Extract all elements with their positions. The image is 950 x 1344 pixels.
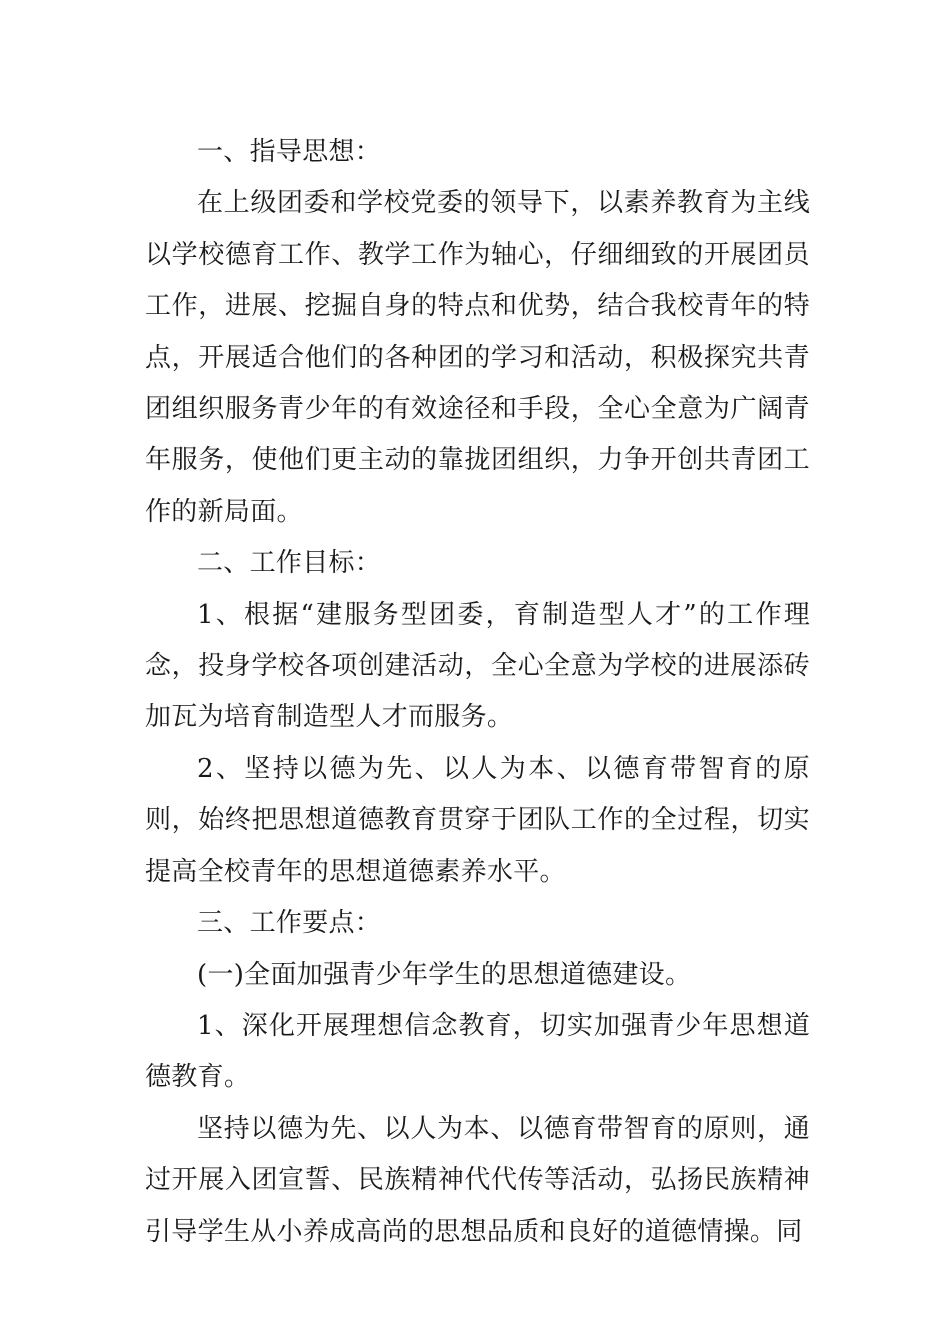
- subsection-heading-moral-construction: (一)全面加强青少年学生的思想道德建设。: [197, 959, 692, 990]
- section-heading-work-points: 三、工作要点：: [197, 908, 382, 939]
- document-body: [145, 127, 810, 1258]
- paragraph-goal-1: 1、根据“建服务型团委，育制造型人才”的工作理念，投身学校各项创建活动，全心全意为学校的进展添砖加瓦为培育制造型人才而服务。: [145, 599, 810, 733]
- section-heading-guiding-ideology: 一、指导思想：: [197, 137, 382, 167]
- paragraph-guiding-ideology: 在上级团委和学校党委的领导下，以素养教育为主线以学校德育工作、教学工作为轴心，仔细细致的开展团员工作，进展、挖掘自身的特点和优势，结合我校青年的特点，开展适合他们的各种团的学习和活动，积极探究共青团组织服务青少年的有效途径和手段，全心全意为广阔青年服务，使他们更主动的靠拢团组织，力争开创共青团工作的新局面。: [145, 188, 810, 527]
- paragraph-point-1-detail: 坚持以德为先、以人为本、以德育带智育的原则，通过开展入团宣誓、民族精神代代传等活动，弘扬民族精神引导学生从小养成高尚的思想品质和良好的道德情操。同: [145, 1113, 810, 1247]
- paragraph-goal-2: 2、坚持以德为先、以人为本、以德育带智育的原则，始终把思想道德教育贯穿于团队工作的全过程，切实提高全校青年的思想道德素养水平。: [145, 753, 810, 887]
- paragraph-point-1: 1、深化开展理想信念教育，切实加强青少年思想道德教育。: [145, 1010, 810, 1093]
- section-heading-work-goals: 二、工作目标：: [197, 548, 382, 579]
